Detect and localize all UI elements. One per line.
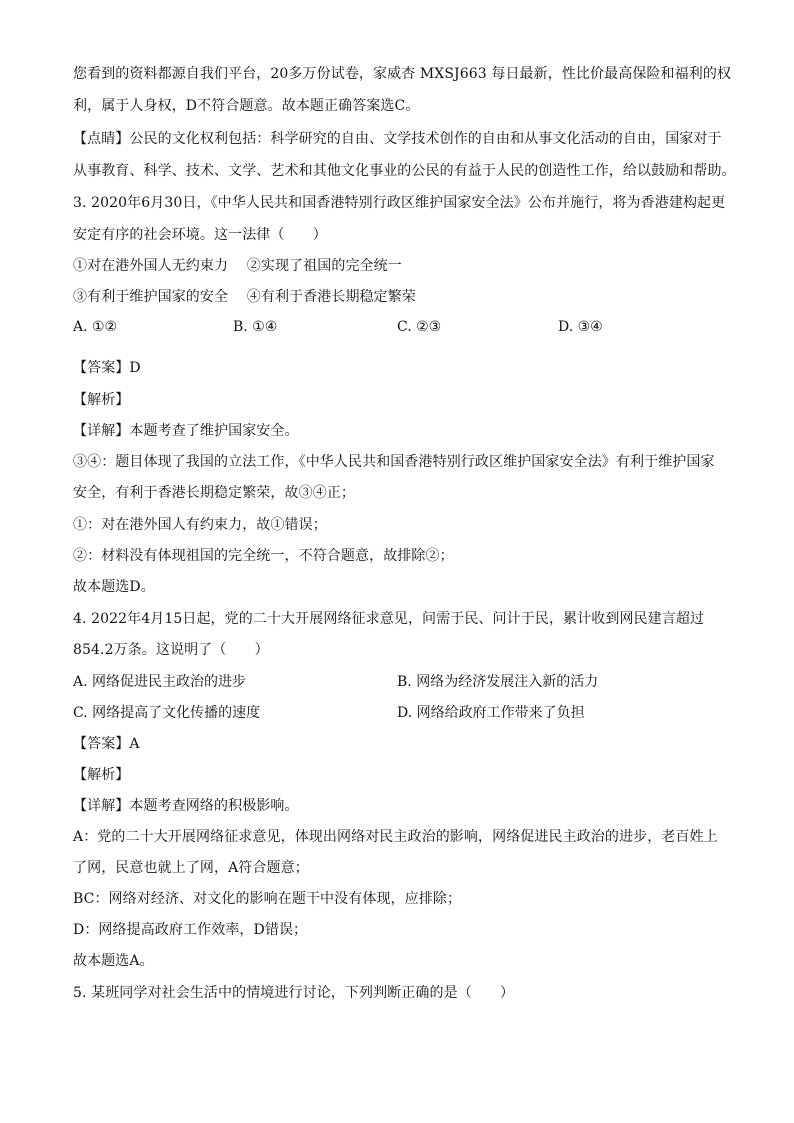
text-line: 从事教育、科学、技术、文学、艺术和其他文化事业的公民的有益于人民的创造性工作，给以鼓励和帮助。 — [73, 163, 736, 179]
question-4-detail: 了网，民意也就上了网，A符合题意； — [73, 860, 309, 876]
note-heading-line: 【点睛】公民的文化权利包括：科学研究的自由、文学技术创作的自由和从事文化活动的自由，国家对于 — [73, 131, 722, 147]
text-line: 利，属于人身权，D不符合题意。故本题正确答案选C。 — [73, 98, 420, 114]
question-4-option-b: B. 网络为经济发展注入新的活力 — [397, 674, 599, 690]
question-4-detail: A：党的二十大开展网络征求意见，体现出网络对民主政治的影响，网络促进民主政治的进步，老百姓上 — [73, 829, 718, 845]
question-3-analysis-heading: 【解析】 — [73, 392, 130, 408]
question-4-answer: 【答案】A — [73, 736, 140, 752]
question-4-option-c: C. 网络提高了文化传播的速度 — [73, 705, 261, 721]
question-4-detail: BC：网络对经济、对文化的影响在题干中没有体现，应排除； — [73, 891, 462, 907]
question-4-detail-heading: 【详解】本题考查网络的积极影响。 — [73, 798, 299, 814]
question-4-detail: D：网络提高政府工作效率，D错误； — [73, 922, 308, 938]
question-3-statement: ①对在港外国人无约束力 ②实现了祖国的完全统一 — [73, 258, 402, 274]
question-4-stem: 4. 2022年4月15日起，党的二十大开展网络征求意见，问需于民、问计于民，累计收到网民建言超过 — [73, 611, 705, 627]
question-4-stem: 854.2万条。这说明了（ ） — [73, 642, 269, 658]
question-4-conclusion: 故本题选A。 — [73, 953, 154, 969]
question-3-stem: 3. 2020年6月30日，《中华人民共和国香港特别行政区维护国家安全法》公布并施行，将为香港建构起更 — [73, 195, 726, 211]
question-5-stem: 5. 某班同学对社会生活中的情境进行讨论，下列判断正确的是（ ） — [73, 985, 515, 1001]
question-3-option-b: B. ①④ — [233, 319, 278, 335]
question-3-option-d: D. ③④ — [558, 319, 603, 335]
question-3-detail: ③④：题目体现了我国的立法工作，《中华人民共和国香港特别行政区维护国家安全法》有利于维护国家 — [73, 454, 715, 470]
question-3-stem: 安定有序的社会环境。这一法律（ ） — [73, 227, 327, 243]
question-3-detail-heading: 【详解】本题考查了维护国家安全。 — [73, 423, 299, 439]
question-3-detail: ①：对在港外国人有约束力，故①错误； — [73, 517, 327, 533]
question-3-detail: 安全，有利于香港长期稳定繁荣，故③④正； — [73, 485, 355, 501]
question-3-statement: ③有利于维护国家的安全 ④有利于香港长期稳定繁荣 — [73, 289, 416, 305]
text-line: 您看到的资料都源自我们平台，20多万份试卷，家威杏 MXSJ663 每日最新，性比价最高保险和福利的权 — [73, 66, 732, 82]
question-3-answer: 【答案】D — [73, 360, 141, 376]
question-4-analysis-heading: 【解析】 — [73, 767, 130, 783]
question-4-option-d: D. 网络给政府工作带来了负担 — [397, 705, 585, 721]
question-3-conclusion: 故本题选D。 — [73, 579, 155, 595]
question-4-option-a: A. 网络促进民主政治的进步 — [73, 674, 247, 690]
question-3-detail: ②：材料没有体现祖国的完全统一，不符合题意，故排除②； — [73, 548, 454, 564]
question-3-option-c: C. ②③ — [397, 319, 442, 335]
question-3-option-a: A. ①② — [73, 319, 118, 335]
